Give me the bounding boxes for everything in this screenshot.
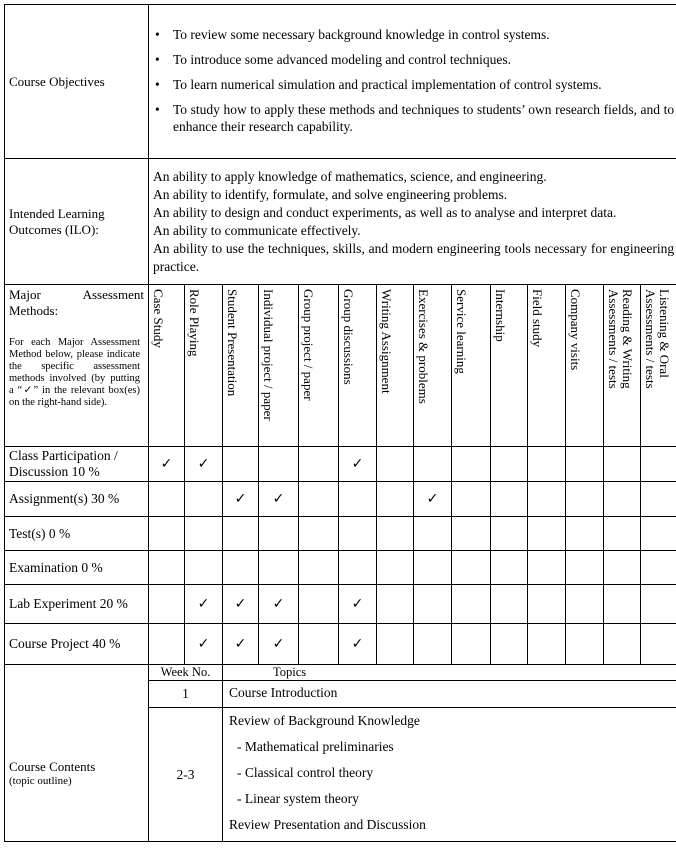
assessment-check-cell xyxy=(259,624,299,665)
assessment-row-label: Course Project 40 % xyxy=(5,624,149,665)
objective-item: • To review some necessary background knowledge in control systems. xyxy=(155,27,550,42)
assessment-row-label: Assignment(s) 30 % xyxy=(5,482,149,517)
assessment-check-cell xyxy=(377,551,414,585)
assessment-check-cell xyxy=(452,482,491,517)
method-header: Case Study xyxy=(151,289,166,348)
assessment-check-cell xyxy=(223,624,259,665)
method-header: Exercises & problems xyxy=(416,289,431,404)
assessment-check-cell xyxy=(259,551,299,585)
assessment-check-cell xyxy=(566,585,604,624)
assessment-check-cell xyxy=(414,482,452,517)
assessment-check-cell xyxy=(566,517,604,551)
assessment-row xyxy=(5,447,676,482)
assessment-row-label: Test(s) 0 % xyxy=(5,517,149,551)
ilo-item: An ability to design and conduct experiments, as well as to analyse and interpret data. xyxy=(153,204,617,220)
assessment-instructions: For each Major Assessment Method below, please indicate the specific assessment methods involved (by putting a “✓” in the relevant box(es) on the right-hand side). xyxy=(9,337,140,408)
check-mark-icon: ✓ xyxy=(426,491,439,507)
assessment-check-cell xyxy=(414,585,452,624)
assessment-check-cell xyxy=(641,517,676,551)
assessment-check-cell xyxy=(491,517,528,551)
assessment-row xyxy=(5,585,676,624)
assessment-check-cell xyxy=(339,624,377,665)
assessment-check-cell xyxy=(259,585,299,624)
objectives-cell xyxy=(149,5,676,159)
check-mark-icon: ✓ xyxy=(351,456,364,472)
method-header: Group discussions xyxy=(341,289,356,385)
check-mark-icon: ✓ xyxy=(272,491,285,507)
assessment-check-cell xyxy=(566,482,604,517)
week-number: 1 xyxy=(149,681,223,708)
assessment-check-cell xyxy=(377,624,414,665)
check-mark-icon: ✓ xyxy=(272,636,285,652)
topic-item: - Mathematical preliminaries xyxy=(237,739,394,754)
assessment-label-cell xyxy=(5,285,149,447)
objective-item: • To study how to apply these methods and techniques to students’ own research fields, and to enhance their research capability. xyxy=(155,102,675,134)
assessment-check-cell xyxy=(185,482,223,517)
assessment-check-cell xyxy=(223,585,259,624)
check-mark-icon: ✓ xyxy=(160,456,173,472)
assessment-check-cell xyxy=(452,585,491,624)
assessment-row-label: Lab Experiment 20 % xyxy=(5,585,149,624)
assessment-check-cell xyxy=(491,624,528,665)
method-header: Role Playing xyxy=(187,289,202,357)
topics-header: Topics xyxy=(223,665,676,681)
assessment-row xyxy=(5,624,676,665)
assessment-check-cell xyxy=(149,447,185,482)
assessment-check-cell xyxy=(377,517,414,551)
assessment-check-cell xyxy=(299,551,339,585)
assessment-check-cell xyxy=(259,447,299,482)
assessment-check-cell xyxy=(414,624,452,665)
assessment-check-cell xyxy=(223,447,259,482)
ilo-label: Intended Learning Outcomes (ILO): xyxy=(5,159,149,285)
topic-item: Review Presentation and Discussion xyxy=(229,817,426,832)
contents-sublabel: (topic outline) xyxy=(9,775,72,787)
assessment-check-cell xyxy=(641,482,676,517)
assessment-check-cell xyxy=(491,482,528,517)
assessment-check-cell xyxy=(185,624,223,665)
assessment-label: Major Assessment Methods: xyxy=(9,287,144,318)
method-header: Reading & Writing Assessments / tests xyxy=(606,289,635,389)
assessment-check-cell xyxy=(299,624,339,665)
ilo-cell xyxy=(149,159,676,285)
course-table xyxy=(4,4,676,842)
check-mark-icon: ✓ xyxy=(351,596,364,612)
assessment-check-cell xyxy=(604,624,641,665)
assessment-check-cell xyxy=(414,551,452,585)
assessment-check-cell xyxy=(223,482,259,517)
assessment-rows xyxy=(5,447,676,665)
assessment-check-cell xyxy=(339,482,377,517)
assessment-check-cell xyxy=(185,585,223,624)
assessment-row-label: Class Participation / Discussion 10 % xyxy=(5,447,149,482)
check-mark-icon: ✓ xyxy=(197,636,210,652)
assessment-check-cell xyxy=(149,482,185,517)
assessment-row xyxy=(5,482,676,517)
objectives-row xyxy=(5,5,676,159)
assessment-check-cell xyxy=(452,551,491,585)
check-mark-icon: ✓ xyxy=(234,596,247,612)
topic-item: Review of Background Knowledge xyxy=(229,713,420,728)
week-topics-cell xyxy=(223,708,676,842)
assessment-check-cell xyxy=(604,447,641,482)
assessment-check-cell xyxy=(299,517,339,551)
assessment-header-row xyxy=(5,285,676,447)
check-mark-icon: ✓ xyxy=(234,491,247,507)
check-mark-icon: ✓ xyxy=(234,636,247,652)
objectives-list xyxy=(149,26,676,135)
method-header: Service learning xyxy=(454,289,469,374)
method-header: Field study xyxy=(530,289,545,348)
assessment-check-cell xyxy=(149,551,185,585)
method-header: Company visits xyxy=(568,289,583,371)
assessment-check-cell xyxy=(339,517,377,551)
assessment-check-cell xyxy=(491,585,528,624)
assessment-check-cell xyxy=(377,447,414,482)
assessment-check-cell xyxy=(528,585,566,624)
assessment-check-cell xyxy=(339,585,377,624)
method-header: Writing Assignment xyxy=(379,289,394,394)
assessment-check-cell xyxy=(149,585,185,624)
topic-item: - Classical control theory xyxy=(237,765,374,780)
assessment-check-cell xyxy=(259,517,299,551)
assessment-check-cell xyxy=(299,482,339,517)
assessment-check-cell xyxy=(185,551,223,585)
assessment-check-cell xyxy=(185,517,223,551)
check-mark-icon: ✓ xyxy=(351,636,364,652)
assessment-check-cell xyxy=(185,447,223,482)
assessment-check-cell xyxy=(149,517,185,551)
method-header: Student Presentation xyxy=(225,289,240,397)
ilo-item: An ability to use the techniques, skills, and modern engineering tools necessary for engineering practice. xyxy=(153,240,675,274)
assessment-check-cell xyxy=(452,517,491,551)
assessment-check-cell xyxy=(604,585,641,624)
assessment-check-cell xyxy=(223,517,259,551)
assessment-check-cell xyxy=(604,551,641,585)
ilo-item: An ability to apply knowledge of mathematics, science, and engineering. xyxy=(153,168,547,184)
objectives-label: Course Objectives xyxy=(5,5,149,159)
assessment-check-cell xyxy=(491,551,528,585)
assessment-check-cell xyxy=(604,482,641,517)
assessment-check-cell xyxy=(452,624,491,665)
assessment-check-cell xyxy=(528,624,566,665)
assessment-row xyxy=(5,517,676,551)
assessment-check-cell xyxy=(641,551,676,585)
topic-item: - Linear system theory xyxy=(237,791,359,806)
assessment-check-cell xyxy=(299,585,339,624)
contents-header-row xyxy=(5,665,676,681)
method-header: Group project / paper xyxy=(301,289,316,401)
method-header: Listening & Oral Assessments / tests xyxy=(643,289,672,389)
assessment-check-cell xyxy=(528,551,566,585)
method-header: Internship xyxy=(493,289,508,342)
check-mark-icon: ✓ xyxy=(272,596,285,612)
assessment-check-cell xyxy=(641,624,676,665)
assessment-check-cell xyxy=(528,517,566,551)
assessment-check-cell xyxy=(566,551,604,585)
objective-item: • To learn numerical simulation and practical implementation of control systems. xyxy=(155,77,602,92)
assessment-check-cell xyxy=(339,447,377,482)
assessment-row-label: Examination 0 % xyxy=(5,551,149,585)
check-mark-icon: ✓ xyxy=(197,456,210,472)
contents-label-cell xyxy=(5,665,149,842)
assessment-check-cell xyxy=(223,551,259,585)
topic-list xyxy=(229,708,676,838)
assessment-check-cell xyxy=(414,447,452,482)
assessment-check-cell xyxy=(528,447,566,482)
ilo-row xyxy=(5,159,676,285)
assessment-check-cell xyxy=(528,482,566,517)
assessment-row xyxy=(5,551,676,585)
ilo-item: An ability to communicate effectively. xyxy=(153,222,361,238)
check-mark-icon: ✓ xyxy=(197,596,210,612)
assessment-check-cell xyxy=(414,517,452,551)
week-header: Week No. xyxy=(149,665,223,681)
assessment-check-cell xyxy=(641,447,676,482)
objective-item: • To introduce some advanced modeling and control techniques. xyxy=(155,52,511,67)
assessment-check-cell xyxy=(641,585,676,624)
assessment-check-cell xyxy=(377,482,414,517)
assessment-check-cell xyxy=(149,624,185,665)
assessment-check-cell xyxy=(491,447,528,482)
assessment-check-cell xyxy=(566,624,604,665)
week-number: 2-3 xyxy=(149,708,223,842)
assessment-check-cell xyxy=(259,482,299,517)
assessment-check-cell xyxy=(299,447,339,482)
assessment-check-cell xyxy=(377,585,414,624)
assessment-check-cell xyxy=(339,551,377,585)
ilo-item: An ability to identify, formulate, and solve engineering problems. xyxy=(153,186,508,202)
assessment-check-cell xyxy=(566,447,604,482)
assessment-check-cell xyxy=(452,447,491,482)
method-header: Individual project / paper xyxy=(261,289,276,421)
contents-label: Course Contents xyxy=(9,759,96,774)
assessment-check-cell xyxy=(604,517,641,551)
week-topic: Course Introduction xyxy=(223,681,676,708)
